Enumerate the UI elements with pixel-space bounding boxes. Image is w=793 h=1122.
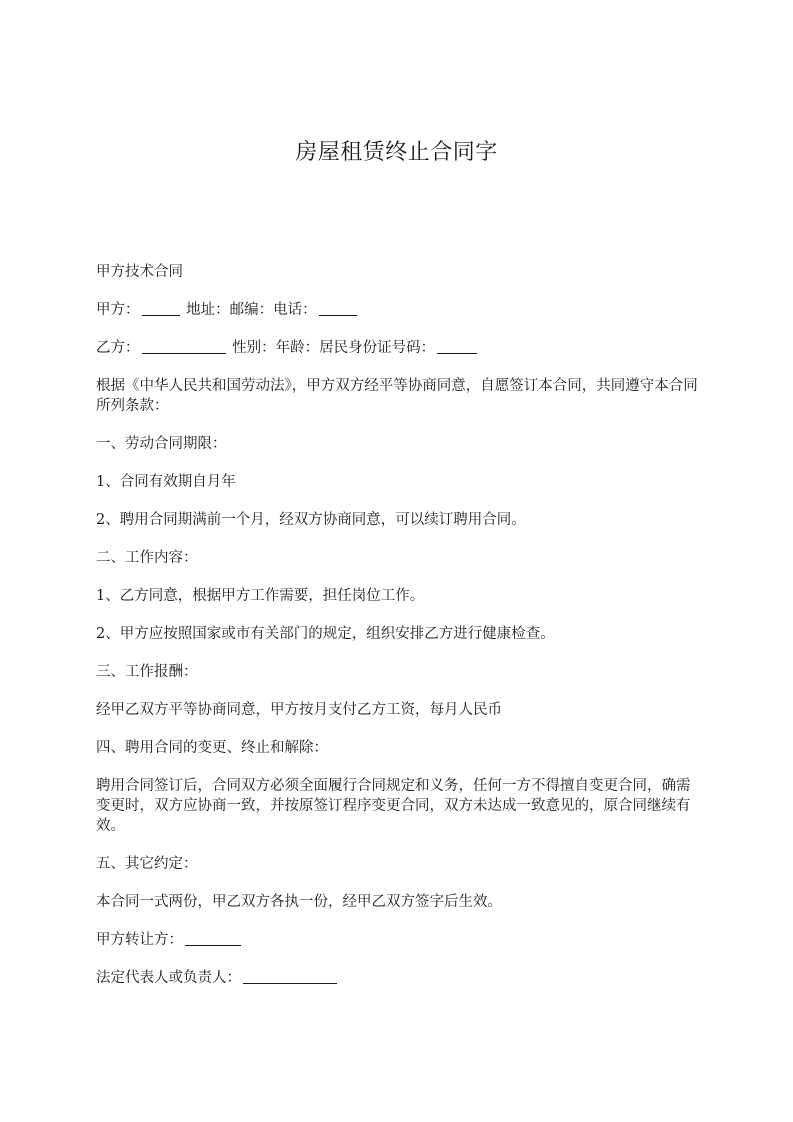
section3-heading: 三、工作报酬：: [96, 664, 198, 680]
section1-item1: 1、合同有效期自月年: [96, 474, 236, 490]
document-title: 房屋租赁终止合同字: [295, 140, 498, 165]
section3-body: 经甲乙双方平等协商同意，甲方按月支付乙方工资，每月人民币: [96, 702, 502, 718]
party-a-postcode-label: 邮编：: [229, 302, 274, 318]
legal-rep-signature-line: [96, 968, 700, 988]
party-b-line: [96, 338, 700, 358]
party-a-phone-blank[interactable]: [319, 301, 357, 316]
transferor-label: 甲方转让方：: [96, 932, 183, 948]
section2-item2: 2、甲方应按照国家或市有关部门的规定，组织安排乙方进行健康检查。: [96, 626, 555, 642]
party-b-gender-label: 性别：: [232, 340, 276, 356]
intro-line: 甲方技术合同: [96, 264, 183, 280]
section4-heading: 四、聘用合同的变更、终止和解除：: [96, 740, 328, 756]
party-b-id-blank[interactable]: [437, 339, 477, 354]
preamble-paragraph: 根据《中华人民共和国劳动法》，甲方双方经平等协商同意，自愿签订本合同，共同遵守本合同所列条款：: [96, 378, 698, 414]
party-b-age-label: 年龄：: [275, 340, 320, 356]
legal-rep-label: 法定代表人或负责人：: [96, 970, 241, 986]
document-body: [96, 262, 700, 1006]
section4-body: 聘用合同签订后，合同双方必须全面履行合同规定和义务，任何一方不得擅自变更合同，确需变更时，双方应协商一致，并按原签订程序变更合同，双方未达成一致意见的，原合同继续有效。: [96, 778, 691, 834]
transferor-signature-blank[interactable]: [185, 931, 241, 946]
legal-rep-signature-blank[interactable]: [243, 969, 337, 984]
party-a-label: 甲方：: [96, 302, 140, 318]
section2-item1: 1、乙方同意，根据甲方工作需要，担任岗位工作。: [96, 588, 425, 604]
section5-heading: 五、其它约定：: [96, 856, 198, 872]
party-a-line: [96, 300, 700, 320]
party-b-label: 乙方：: [96, 340, 140, 356]
section1-item2: 2、聘用合同期满前一个月，经双方协商同意，可以续订聘用合同。: [96, 512, 526, 528]
transferor-signature-line: [96, 930, 700, 950]
party-a-address-label: 地址：: [186, 302, 230, 318]
section5-body: 本合同一式两份，甲乙双方各执一份，经甲乙双方签字后生效。: [96, 894, 502, 910]
party-a-name-blank[interactable]: [142, 301, 180, 316]
section2-heading: 二、工作内容：: [96, 550, 198, 566]
section1-heading: 一、劳动合同期限：: [96, 436, 227, 452]
party-b-name-blank[interactable]: [142, 339, 226, 354]
party-b-id-label: 居民身份证号码：: [319, 340, 436, 356]
party-a-phone-label: 电话：: [273, 302, 317, 318]
